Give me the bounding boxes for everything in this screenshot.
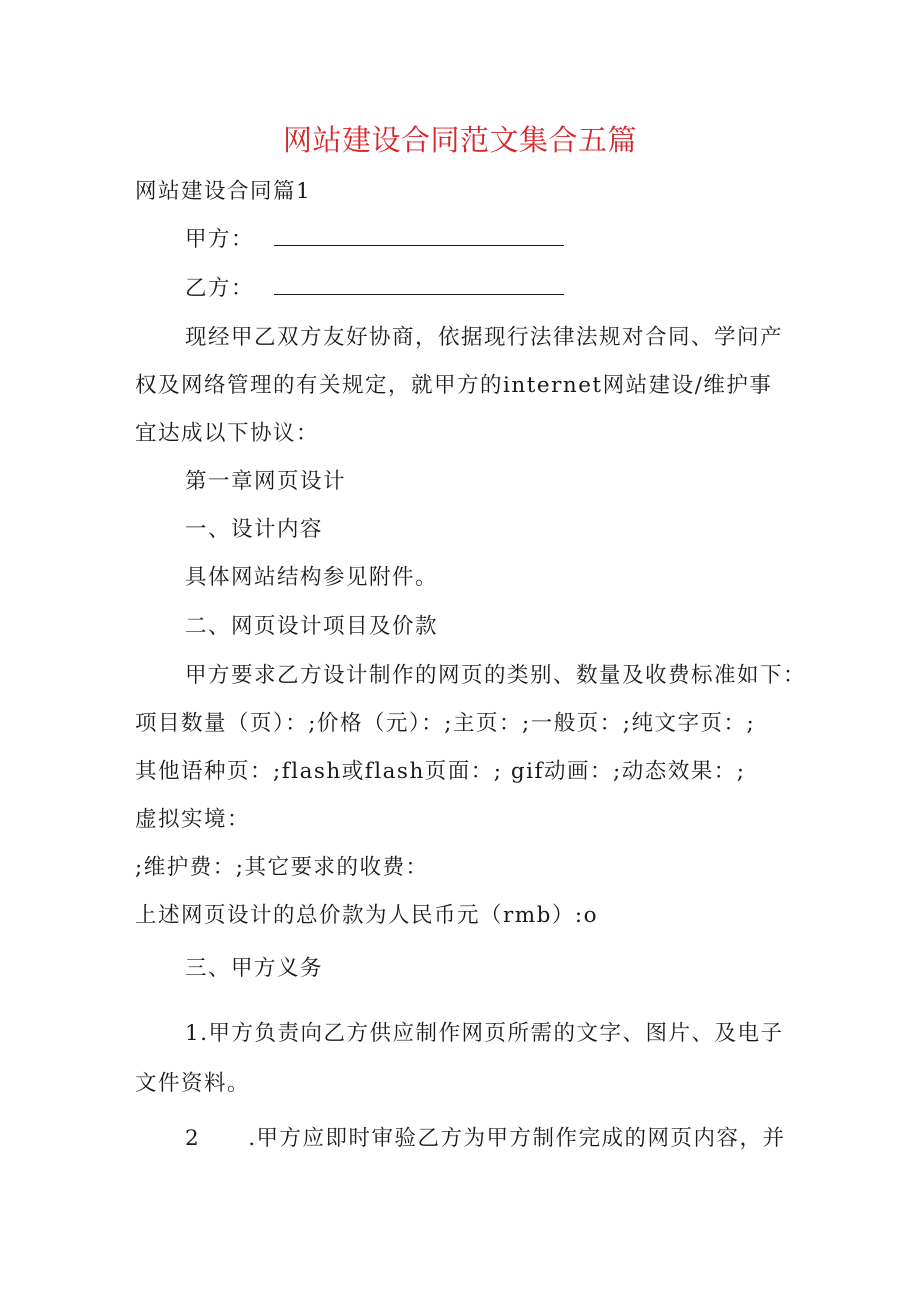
document-title: 网站建设合同范文集合五篇 [282,123,637,157]
paragraph-line: 虚拟实境： [135,807,251,832]
paragraph-line: 项目数量（页）：;价格（元）：;主页：;一般页：;纯文字页：; [135,711,756,736]
party-a-line [185,226,564,254]
paragraph-line: 文件资料。 [135,1071,251,1096]
item-2-line [185,1125,786,1153]
party-b-label: 乙方： [185,276,255,301]
item-2-text: .甲方应即时审验乙方为甲方制作完成的网页内容，并 [248,1126,786,1151]
paragraph-line: 现经甲乙双方友好协商，依据现行法律法规对合同、学问产 [185,325,784,350]
paragraph-line: 具体网站结构参见附件。 [185,565,439,590]
party-a-label: 甲方： [185,227,255,252]
item-2-number: 2 [185,1126,201,1151]
paragraph-line: 1.甲方负责向乙方供应制作网页所需的文字、图片、及电子 [185,1021,784,1046]
party-b-line [185,275,564,303]
subsection-heading: 一、设计内容 [185,517,324,542]
paragraph-line: ;维护费：;其它要求的收费： [135,855,429,880]
paragraph-line: 上述网页设计的总价款为人民币元（rmb）:o [135,903,599,928]
paragraph-line: 其他语种页：;flash或flash页面：; gif动画：;动态效果：; [135,759,746,784]
party-a-blank [274,227,564,246]
section-heading: 网站建设合同篇1 [135,179,312,204]
subsection-heading: 三、甲方义务 [185,956,324,981]
paragraph-line: 宜达成以下协议： [135,421,320,446]
paragraph-line: 甲方要求乙方设计制作的网页的类别、数量及收费标准如下： [185,663,807,688]
party-b-blank [274,276,564,295]
paragraph-line: 权及网络管理的有关规定，就甲方的internet网站建设/维护事 [135,373,773,398]
subsection-heading: 二、网页设计项目及价款 [185,614,439,639]
chapter-heading: 第一章网页设计 [185,469,347,494]
